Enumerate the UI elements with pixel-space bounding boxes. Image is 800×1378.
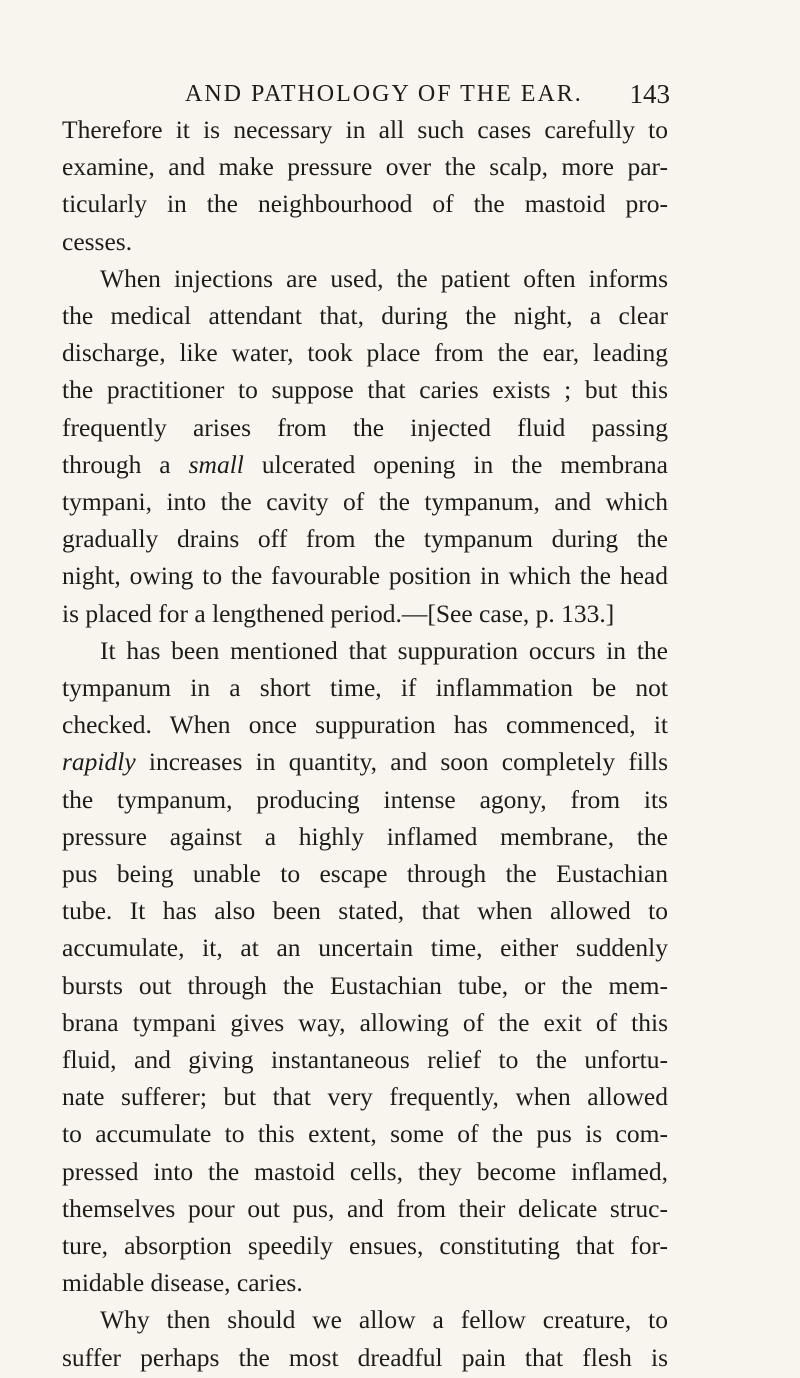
text-line	[100, 631, 668, 671]
text-line	[62, 854, 668, 894]
text-segment: pus being unable to escape through the Eustachian	[62, 859, 668, 888]
text-segment: night, owing to the favourable position in which the head	[62, 561, 668, 591]
text-segment: themselves pour out pus, and from their delicate struc-	[62, 1193, 668, 1223]
text-segment: is placed for a lengthened period.—[See case, p. 133.]	[62, 598, 615, 628]
text-segment: cesses.	[62, 226, 133, 256]
text-segment: ulcerated opening in the membrana	[243, 449, 668, 479]
text-segment: fluid, and giving instantaneous relief to the unfortu-	[62, 1045, 668, 1074]
text-segment: accumulate, it, at an uncertain time, either suddenly	[62, 933, 668, 963]
text-line	[62, 668, 668, 708]
text-line	[62, 147, 668, 187]
text-segment: brana tympani gives way, allowing of the exit of this	[62, 1007, 668, 1037]
text-segment: It has been mentioned that suppuration occurs in the	[100, 635, 668, 665]
page-number: 143	[629, 79, 670, 109]
text-segment: to accumulate to this extent, some of the pus is com-	[62, 1119, 668, 1149]
text-line	[62, 705, 668, 745]
running-title: AND PATHOLOGY OF THE EAR.	[185, 81, 583, 107]
text-line	[62, 1152, 668, 1192]
text-segment: bursts out through the Eustachian tube, or the mem-	[62, 970, 668, 1000]
text-segment: midable disease, caries.	[62, 1268, 303, 1298]
text-segment: pressed into the mastoid cells, they become inflamed,	[62, 1156, 668, 1186]
text-line	[62, 296, 668, 336]
text-segment: pressure against a highly inflamed membrane, the	[62, 821, 668, 851]
text-segment: nate sufferer; but that very frequently, when allowed	[62, 1082, 668, 1112]
text-line	[62, 817, 668, 857]
text-line	[62, 1040, 668, 1080]
text-line	[62, 1189, 668, 1229]
text-line	[62, 556, 668, 596]
text-segment: tympanum in a short time, if inflammation be not	[62, 673, 668, 702]
text-line	[62, 928, 668, 968]
text-line	[62, 1077, 668, 1117]
text-line	[62, 370, 668, 410]
text-line	[62, 408, 668, 448]
text-segment: gradually drains off from the tympanum during the	[62, 524, 668, 554]
text-line	[100, 1300, 668, 1340]
text-segment: When injections are used, the patient often informs	[100, 263, 668, 293]
text-segment: the medical attendant that, during the night, a clear	[62, 301, 668, 330]
text-line	[62, 184, 668, 224]
text-segment: suffer perhaps the most dreadful pain that flesh is	[62, 1342, 668, 1372]
text-line	[62, 1114, 668, 1154]
text-line	[62, 891, 668, 931]
text-line	[62, 780, 668, 820]
text-segment: the tympanum, producing intense agony, from its	[62, 784, 668, 814]
text-line	[62, 966, 668, 1006]
text-line	[62, 742, 668, 782]
text-segment: discharge, like water, took place from the ear, leading	[62, 338, 668, 368]
text-line	[62, 445, 668, 485]
text-line	[100, 259, 668, 299]
text-line	[62, 1338, 668, 1378]
text-segment: frequently arises from the injected fluid passing	[62, 412, 668, 442]
text-line	[62, 1263, 668, 1303]
running-head	[0, 74, 800, 114]
text-segment: increases in quantity, and soon completely fills	[135, 747, 668, 777]
text-segment: examine, and make pressure over the scalp, more par-	[62, 152, 668, 182]
text-segment: tympani, into the cavity of the tympanum, and which	[62, 487, 668, 516]
text-line	[62, 1226, 668, 1266]
italic-text: small	[188, 449, 244, 479]
text-line	[62, 333, 668, 373]
text-segment: ticularly in the neighbourhood of the mastoid pro-	[62, 189, 668, 219]
italic-text: rapidly	[62, 747, 136, 777]
text-line	[62, 482, 668, 522]
text-line	[62, 110, 668, 150]
text-segment: the practitioner to suppose that caries exists ; but this	[62, 375, 668, 405]
text-segment: ture, absorption speedily ensues, constituting that for-	[62, 1231, 668, 1260]
text-segment: through a	[62, 449, 189, 479]
text-segment: checked. When once suppuration has commenced, it	[62, 710, 668, 740]
text-line	[62, 594, 668, 634]
text-line	[62, 222, 668, 262]
text-line	[62, 1003, 668, 1043]
text-segment: Therefore it is necessary in all such cases carefully to	[62, 115, 668, 144]
text-line	[62, 519, 668, 559]
text-segment: tube. It has also been stated, that when allowed to	[62, 896, 668, 926]
text-segment: Why then should we allow a fellow creature, to	[100, 1305, 668, 1335]
